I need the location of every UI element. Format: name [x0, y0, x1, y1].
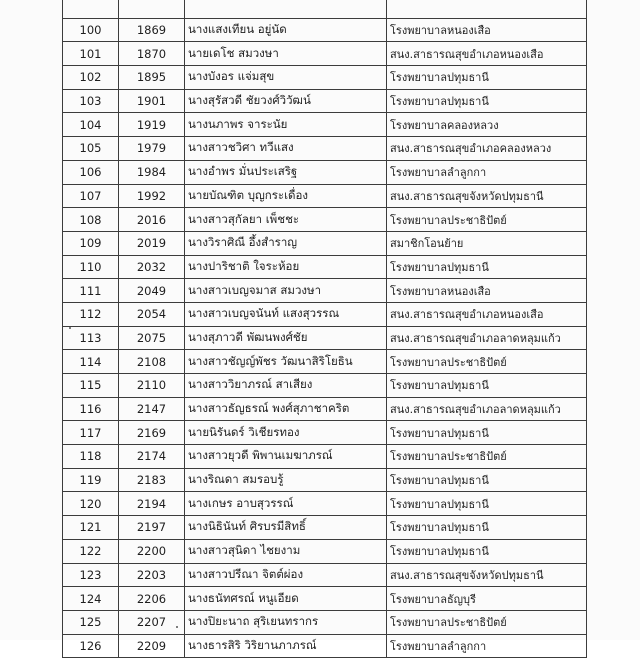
member-name-cell: นางสาวชวิศา ทวีแสง: [185, 137, 387, 161]
member-code-cell: 2194: [119, 492, 185, 516]
member-code-cell: 2016: [119, 208, 185, 232]
member-code-cell: 2147: [119, 397, 185, 421]
table-row: [63, 468, 587, 492]
row-number-cell: 120: [63, 492, 119, 516]
member-name-cell: นางสาวสุกัลยา เพ็ชชะ: [185, 208, 387, 232]
organization-cell: สนง.สาธารณสุขอำเภอคลองหลวง: [387, 137, 587, 161]
member-name-cell: นางปาริชาติ ใจระห้อย: [185, 255, 387, 279]
row-number-cell: 123: [63, 563, 119, 587]
member-code-cell: 1992: [119, 184, 185, 208]
row-number-cell: 116: [63, 397, 119, 421]
member-code-cell: 2075: [119, 326, 185, 350]
row-number-cell: 115: [63, 374, 119, 398]
row-number-cell: 126: [63, 634, 119, 658]
table-row: [63, 18, 587, 42]
row-number-cell: 107: [63, 184, 119, 208]
member-list-table: [62, 0, 587, 658]
table-row: [63, 610, 587, 634]
member-name-cell: นางสุรัสวดี ชัยวงศ์วิวัฒน์: [185, 89, 387, 113]
member-code-cell: 2207: [119, 610, 185, 634]
row-number-cell: 111: [63, 279, 119, 303]
member-code-cell: 2174: [119, 445, 185, 469]
row-number-cell: 100: [63, 18, 119, 42]
table-row: [63, 445, 587, 469]
member-name-cell: นางสาวเบญจนันท์ แสงสุวรรณ: [185, 302, 387, 326]
member-name-cell: นางเกษร อาบสุวรรณ์: [185, 492, 387, 516]
member-name-cell: นางสาววิยาภรณ์ สาเสียง: [185, 374, 387, 398]
row-number-cell: 124: [63, 587, 119, 611]
organization-cell: สมาชิกโอนย้าย: [387, 231, 587, 255]
member-code-cell: 2206: [119, 587, 185, 611]
member-code-cell: 2054: [119, 302, 185, 326]
row-number-cell: 105: [63, 137, 119, 161]
organization-cell: โรงพยาบาลคลองหลวง: [387, 113, 587, 137]
member-code-cell: 1869: [119, 18, 185, 42]
organization-cell: โรงพยาบาลปทุมธานี: [387, 89, 587, 113]
organization-cell: โรงพยาบาลประชาธิปัตย์: [387, 610, 587, 634]
organization-cell: โรงพยาบาลปทุมธานี: [387, 421, 587, 445]
organization-cell: โรงพยาบาลปทุมธานี: [387, 539, 587, 563]
table-row: [63, 0, 587, 18]
member-name-cell: นางธนัทศรณ์ หนูเอียด: [185, 587, 387, 611]
table-row: [63, 184, 587, 208]
member-name-cell: นางนภาพร จาระนัย: [185, 113, 387, 137]
member-code-cell: 2108: [119, 350, 185, 374]
row-number-cell: 119: [63, 468, 119, 492]
row-number-cell: 118: [63, 445, 119, 469]
member-name-cell: นางริณดา สมรอบรู้: [185, 468, 387, 492]
member-name-cell: นางธารสิริ วิริยานภาภรณ์: [185, 634, 387, 658]
organization-cell: สนง.สาธารณสุขจังหวัดปทุมธานี: [387, 563, 587, 587]
row-number-cell: 109: [63, 231, 119, 255]
member-name-cell: นางสาวยุวดี พิพานเมฆาภรณ์: [185, 445, 387, 469]
table-row: [63, 539, 587, 563]
organization-cell: โรงพยาบาลปทุมธานี: [387, 468, 587, 492]
row-number-cell: [63, 0, 119, 18]
table-row: [63, 89, 587, 113]
table-row: [63, 113, 587, 137]
organization-cell: โรงพยาบาลลำลูกกา: [387, 160, 587, 184]
organization-cell: โรงพยาบาลประชาธิปัตย์: [387, 445, 587, 469]
member-code-cell: 1984: [119, 160, 185, 184]
member-code-cell: 2169: [119, 421, 185, 445]
member-code-cell: 2019: [119, 231, 185, 255]
organization-cell: โรงพยาบาลปทุมธานี: [387, 516, 587, 540]
table-row: [63, 160, 587, 184]
member-name-cell: นางบังอร แจ่มสุข: [185, 66, 387, 90]
member-name-cell: นางสาวสุนิดา ไชยงาม: [185, 539, 387, 563]
organization-cell: โรงพยาบาลปทุมธานี: [387, 66, 587, 90]
row-number-cell: 113: [63, 326, 119, 350]
member-name-cell: นางแสงเทียน อยู่นัด: [185, 18, 387, 42]
member-name-cell: นางนิธินันท์ ศิรบรมีสิทธิ์: [185, 516, 387, 540]
organization-cell: โรงพยาบาลหนองเสือ: [387, 279, 587, 303]
organization-cell: โรงพยาบาลปทุมธานี: [387, 374, 587, 398]
organization-cell: โรงพยาบาลปทุมธานี: [387, 255, 587, 279]
table-row: [63, 231, 587, 255]
member-name-cell: นางสาวธัญธรณ์ พงศ์สุภาชาคริต: [185, 397, 387, 421]
member-name-cell: นางสุภาวดี พัฒนพงศ์ชัย: [185, 326, 387, 350]
member-name-cell: นายเดโช สมวงษา: [185, 42, 387, 66]
member-name-cell: นางสาวชัญญ์พัชร วัฒนาสิริโยธิน: [185, 350, 387, 374]
table-row: [63, 516, 587, 540]
member-name-cell: นางสาวเบญจมาส สมวงษา: [185, 279, 387, 303]
organization-cell: สนง.สาธารณสุขอำเภอหนองเสือ: [387, 302, 587, 326]
organization-cell: สนง.สาธารณสุขจังหวัดปทุมธานี: [387, 184, 587, 208]
member-code-cell: 2197: [119, 516, 185, 540]
row-number-cell: 106: [63, 160, 119, 184]
member-code-cell: 1870: [119, 42, 185, 66]
organization-cell: โรงพยาบาลลำลูกกา: [387, 634, 587, 658]
member-name-cell: นางสาวปรีณา จิตต์ผ่อง: [185, 563, 387, 587]
member-code-cell: 1919: [119, 113, 185, 137]
row-number-cell: 110: [63, 255, 119, 279]
organization-cell: สนง.สาธารณสุขอำเภอลาดหลุมแก้ว: [387, 326, 587, 350]
member-name-cell: นางวิราศิณี อึ้งสำราญ: [185, 231, 387, 255]
table-row: [63, 350, 587, 374]
scan-speck: [176, 626, 178, 628]
member-code-cell: 2049: [119, 279, 185, 303]
row-number-cell: 103: [63, 89, 119, 113]
member-code-cell: 2032: [119, 255, 185, 279]
member-name-cell: นายนิรันดร์ วิเชียรทอง: [185, 421, 387, 445]
table-row: [63, 208, 587, 232]
organization-cell: สนง.สาธารณสุขอำเภอลาดหลุมแก้ว: [387, 397, 587, 421]
member-list-body: [63, 0, 587, 658]
organization-cell: โรงพยาบาลประชาธิปัตย์: [387, 350, 587, 374]
organization-cell: [387, 0, 587, 18]
member-code-cell: [119, 0, 185, 18]
row-number-cell: 125: [63, 610, 119, 634]
row-number-cell: 121: [63, 516, 119, 540]
row-number-cell: 102: [63, 66, 119, 90]
table-row: [63, 421, 587, 445]
row-number-cell: 101: [63, 42, 119, 66]
member-name-cell: [185, 0, 387, 18]
row-number-cell: 117: [63, 421, 119, 445]
organization-cell: โรงพยาบาลธัญบุรี: [387, 587, 587, 611]
member-name-cell: นางปิยะนาถ สุริเยนทรากร: [185, 610, 387, 634]
table-row: [63, 374, 587, 398]
scan-speck: [69, 327, 71, 329]
table-row: [63, 397, 587, 421]
organization-cell: สนง.สาธารณสุขอำเภอหนองเสือ: [387, 42, 587, 66]
table-row: [63, 302, 587, 326]
row-number-cell: 104: [63, 113, 119, 137]
table-row: [63, 255, 587, 279]
member-code-cell: 2110: [119, 374, 185, 398]
table-row: [63, 492, 587, 516]
member-code-cell: 1901: [119, 89, 185, 113]
organization-cell: โรงพยาบาลปทุมธานี: [387, 492, 587, 516]
table-row: [63, 634, 587, 658]
row-number-cell: 108: [63, 208, 119, 232]
member-code-cell: 2209: [119, 634, 185, 658]
member-code-cell: 2183: [119, 468, 185, 492]
organization-cell: โรงพยาบาลหนองเสือ: [387, 18, 587, 42]
table-row: [63, 66, 587, 90]
member-name-cell: นางอำพร มั่นประเสริฐ: [185, 160, 387, 184]
table-row: [63, 587, 587, 611]
row-number-cell: 114: [63, 350, 119, 374]
member-code-cell: 2203: [119, 563, 185, 587]
table-row: [63, 279, 587, 303]
member-code-cell: 1979: [119, 137, 185, 161]
member-name-cell: นายบัณฑิต บุญกระเดื่อง: [185, 184, 387, 208]
organization-cell: โรงพยาบาลประชาธิปัตย์: [387, 208, 587, 232]
member-code-cell: 1895: [119, 66, 185, 90]
row-number-cell: 112: [63, 302, 119, 326]
table-row: [63, 326, 587, 350]
row-number-cell: 122: [63, 539, 119, 563]
table-row: [63, 42, 587, 66]
table-row: [63, 137, 587, 161]
table-row: [63, 563, 587, 587]
member-code-cell: 2200: [119, 539, 185, 563]
